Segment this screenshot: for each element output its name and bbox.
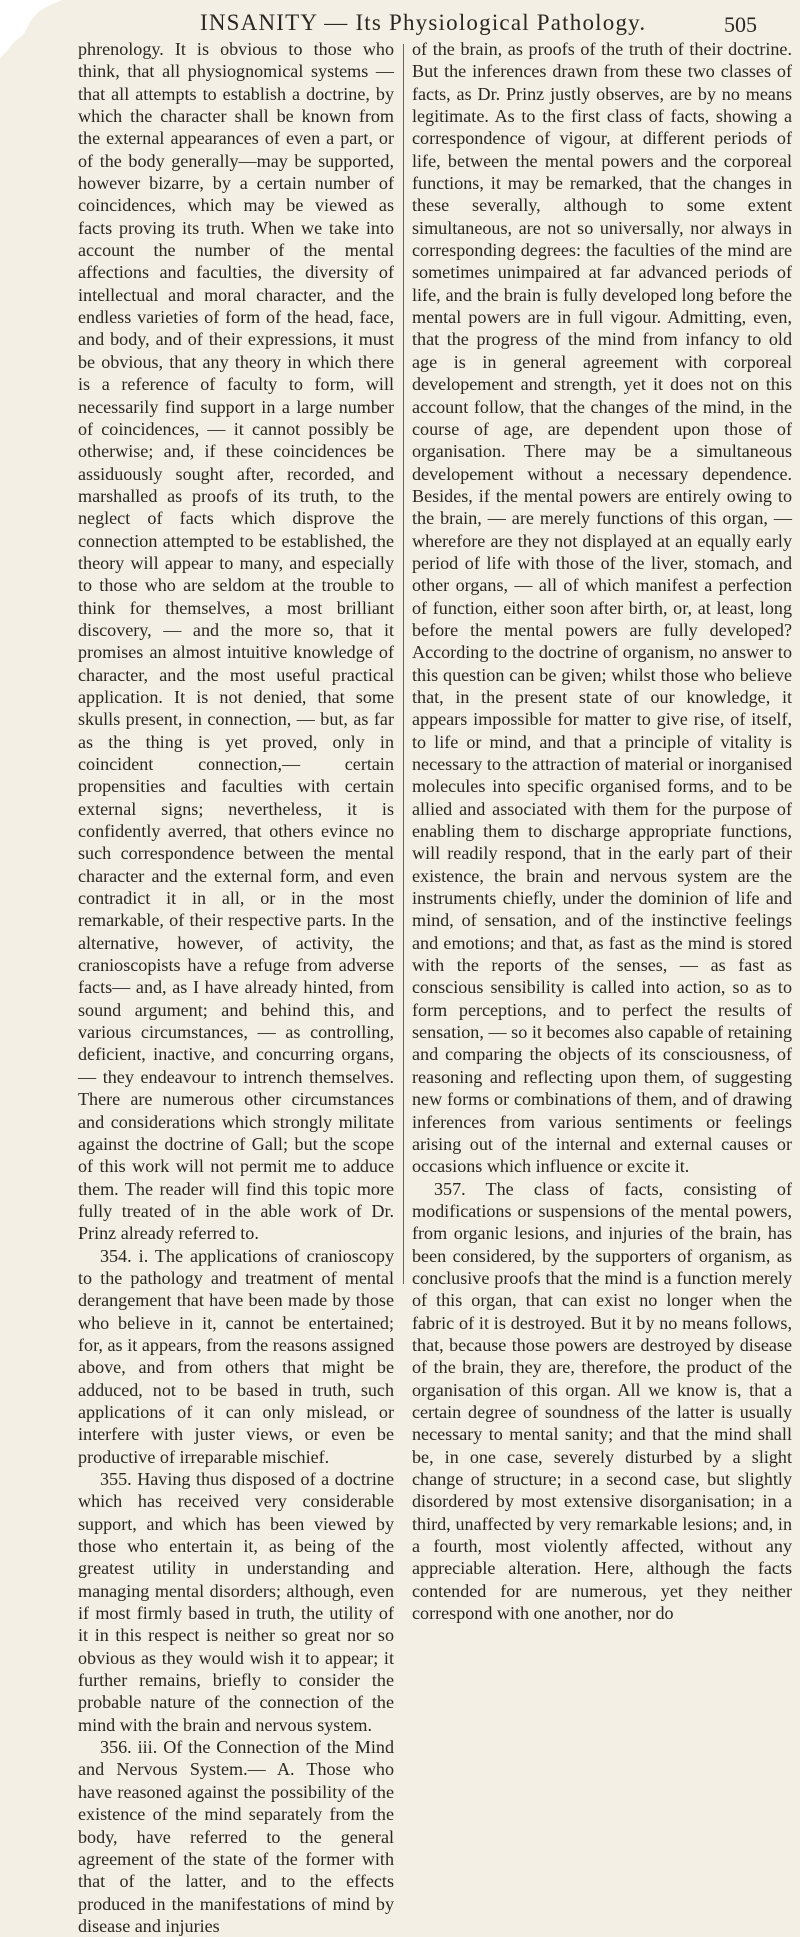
running-head — [60, 6, 782, 40]
right-column — [412, 38, 792, 1624]
paragraph-355: 355. Having thus disposed of a doctrine which has received very considerable support, and which has been viewed by those who entertain it, as being of the greatest utility in understanding and managing mental disorders; although, even if most firmly based in truth, the utility of it in this respect is neither so great nor so obvious as they would wish it to appear; it further remains, briefly to consider the probable nature of the connection of the mind with the brain and nervous system. — [78, 1469, 394, 1735]
column-divider — [403, 44, 404, 1284]
paragraph-phrenology: phrenology. It is obvious to those who think, that all physiognomical systems — that all attempts to establish a doctrine, by which the character shall be known from the external appearances of even a part, or of the body generally—may be supported, however bizarre, by a certain number of coincidences, which may be viewed as facts proving its truth. When we take into account the number of the mental affections and faculties, the diversity of intellectual and moral character, and the endless varieties of form of the head, face, and body, and of their expressions, it must be obvious, that any theory in which there is a reference of faculty to form, will necessarily find support in a large number of coincidences, — it cannot possibly be otherwise; and, if these coincidences be assiduously sought after, recorded, and marshalled as proofs of its truth, to the neglect of facts which disprove the connection attempted to be established, the theory will appear to many, and especially to those who are seldom at the trouble to think for themselves, a most brilliant discovery, — and the more so, that it promises an almost intuitive knowledge of character, and the most useful practical application. It is not denied, that some skulls present, in connection, — but, as far as the thing is yet proved, only in coincident connection,— certain propensities and faculties with certain external signs; nevertheless, it is confidently averred, that others evince no such correspondence between the mental character and the external form, and even contradict it in all, or in the most remarkable, of their respective parts. In the alternative, however, of activity, the cranioscopists have a refuge from adverse facts— and, as I have already hinted, from sound argument; and behind this, and various circumstances, — as controlling, deficient, inactive, and concurring organs, — they endeavour to intrench themselves. There are numerous other circumstances and considerations which strongly militate against the doctrine of Gall; but the scope of this work will not permit me to adduce them. The reader will find this topic more fully treated of in the able work of Dr. Prinz already referred to. — [78, 39, 394, 1244]
paragraph-357: 357. The class of facts, consisting of modifications or suspensions of the mental powers, from organic lesions, and injuries of the brain, has been considered, by the supporters of organism, as conclusive proofs that the mind is a function merely of this organ, that can exist no longer when the fabric of it is destroyed. But it by no means follows, that, because those powers are destroyed by disease of the brain, they are, therefore, the product of the organisation of this organ. All we know is, that a certain degree of soundness of the latter is usually necessary to mental sanity; and that the mind shall be, in one case, severely disturbed by a slight change of structure; in a second case, but slightly disordered by most extensive disorganisation; in a third, unaffected by very remarkable lesions; and, in a fourth, most violently affected, without any appreciable alteration. Here, although the facts contended for are numerous, yet they neither correspond with one another, nor do — [412, 1178, 792, 1624]
paragraph-354: 354. i. The applications of cranioscopy to the pathology and treatment of mental derangement that have been made by those who believe in it, cannot be entertained; for, as it appears, from the reasons assigned above, and from others that might be adduced, not to be based in truth, such applications of it can only mislead, or interfere with juster views, or even be productive of irreparable mischief. — [78, 1245, 394, 1467]
left-column — [78, 38, 394, 1937]
running-title: INSANITY — Its Physiological Pathology. — [200, 10, 647, 35]
paragraph-356: 356. iii. Of the Connection of the Mind and Nervous System.— A. Those who have reasoned against the possibility of the existence of the mind separately from the body, have referred to the general agreement of the state of the former with that of the latter, and to the effects produced in the manifestations of mind by disease and injuries — [78, 1737, 394, 1936]
paragraph-continued: of the brain, as proofs of the truth of their doctrine. But the inferences drawn from these two classes of facts, as Dr. Prinz justly observes, are by no means legitimate. As to the first class of facts, showing a correspondence of vigour, at different periods of life, between the mental powers and the corporeal functions, it may be remarked, that the changes in these severally, although to some extent simultaneous, are not so universally, nor always in corresponding degrees: the faculties of the mind are sometimes unimpaired at far advanced periods of life, and the brain is fully developed long before the mental powers are in full vigour. Admitting, even, that the progress of the mind from infancy to old age is in general agreement with corporeal developement and strength, yet it does not on this account follow, that the changes of the mind, in the course of age, are dependent upon those of organisation. There may be a simultaneous developement without a necessary dependence. Besides, if the mental powers are entirely owing to the brain, — are merely functions of this organ, — wherefore are they not displayed at an equally early period of life with those of the liver, stomach, and other organs, — all of which manifest a perfection of function, either soon after birth, or, at least, long before the mental powers are fully developed? According to the doctrine of organism, no answer to this question can be given; whilst those who believe that, in the present state of our knowledge, it appears impossible for matter to give rise, of itself, to life or mind, and that a principle of vitality is necessary to the attraction of material or inorganised molecules into specific organised forms, and to be allied and associated with them for the purpose of enabling them to discharge appropriate functions, will readily respond, that in the early part of their existence, the brain and nervous system are the instruments chiefly, under the dominion of life and mind, of sensation, and of the instinctive feelings and emotions; and that, as fast as the mind is stored with the reports of the senses, — as fast as conscious sensibility is called into action, so as to form perceptions, and to perfect the results of sensation, — so it becomes also capable of retaining and comparing the objects of its consciousness, of reasoning and reflecting upon them, of suggesting new forms or combinations of them, and of drawing inferences from various sentiments or feelings arising out of the internal and external causes or occasions which influence or excite it. — [412, 39, 792, 1177]
page-number: 505 — [724, 12, 757, 37]
